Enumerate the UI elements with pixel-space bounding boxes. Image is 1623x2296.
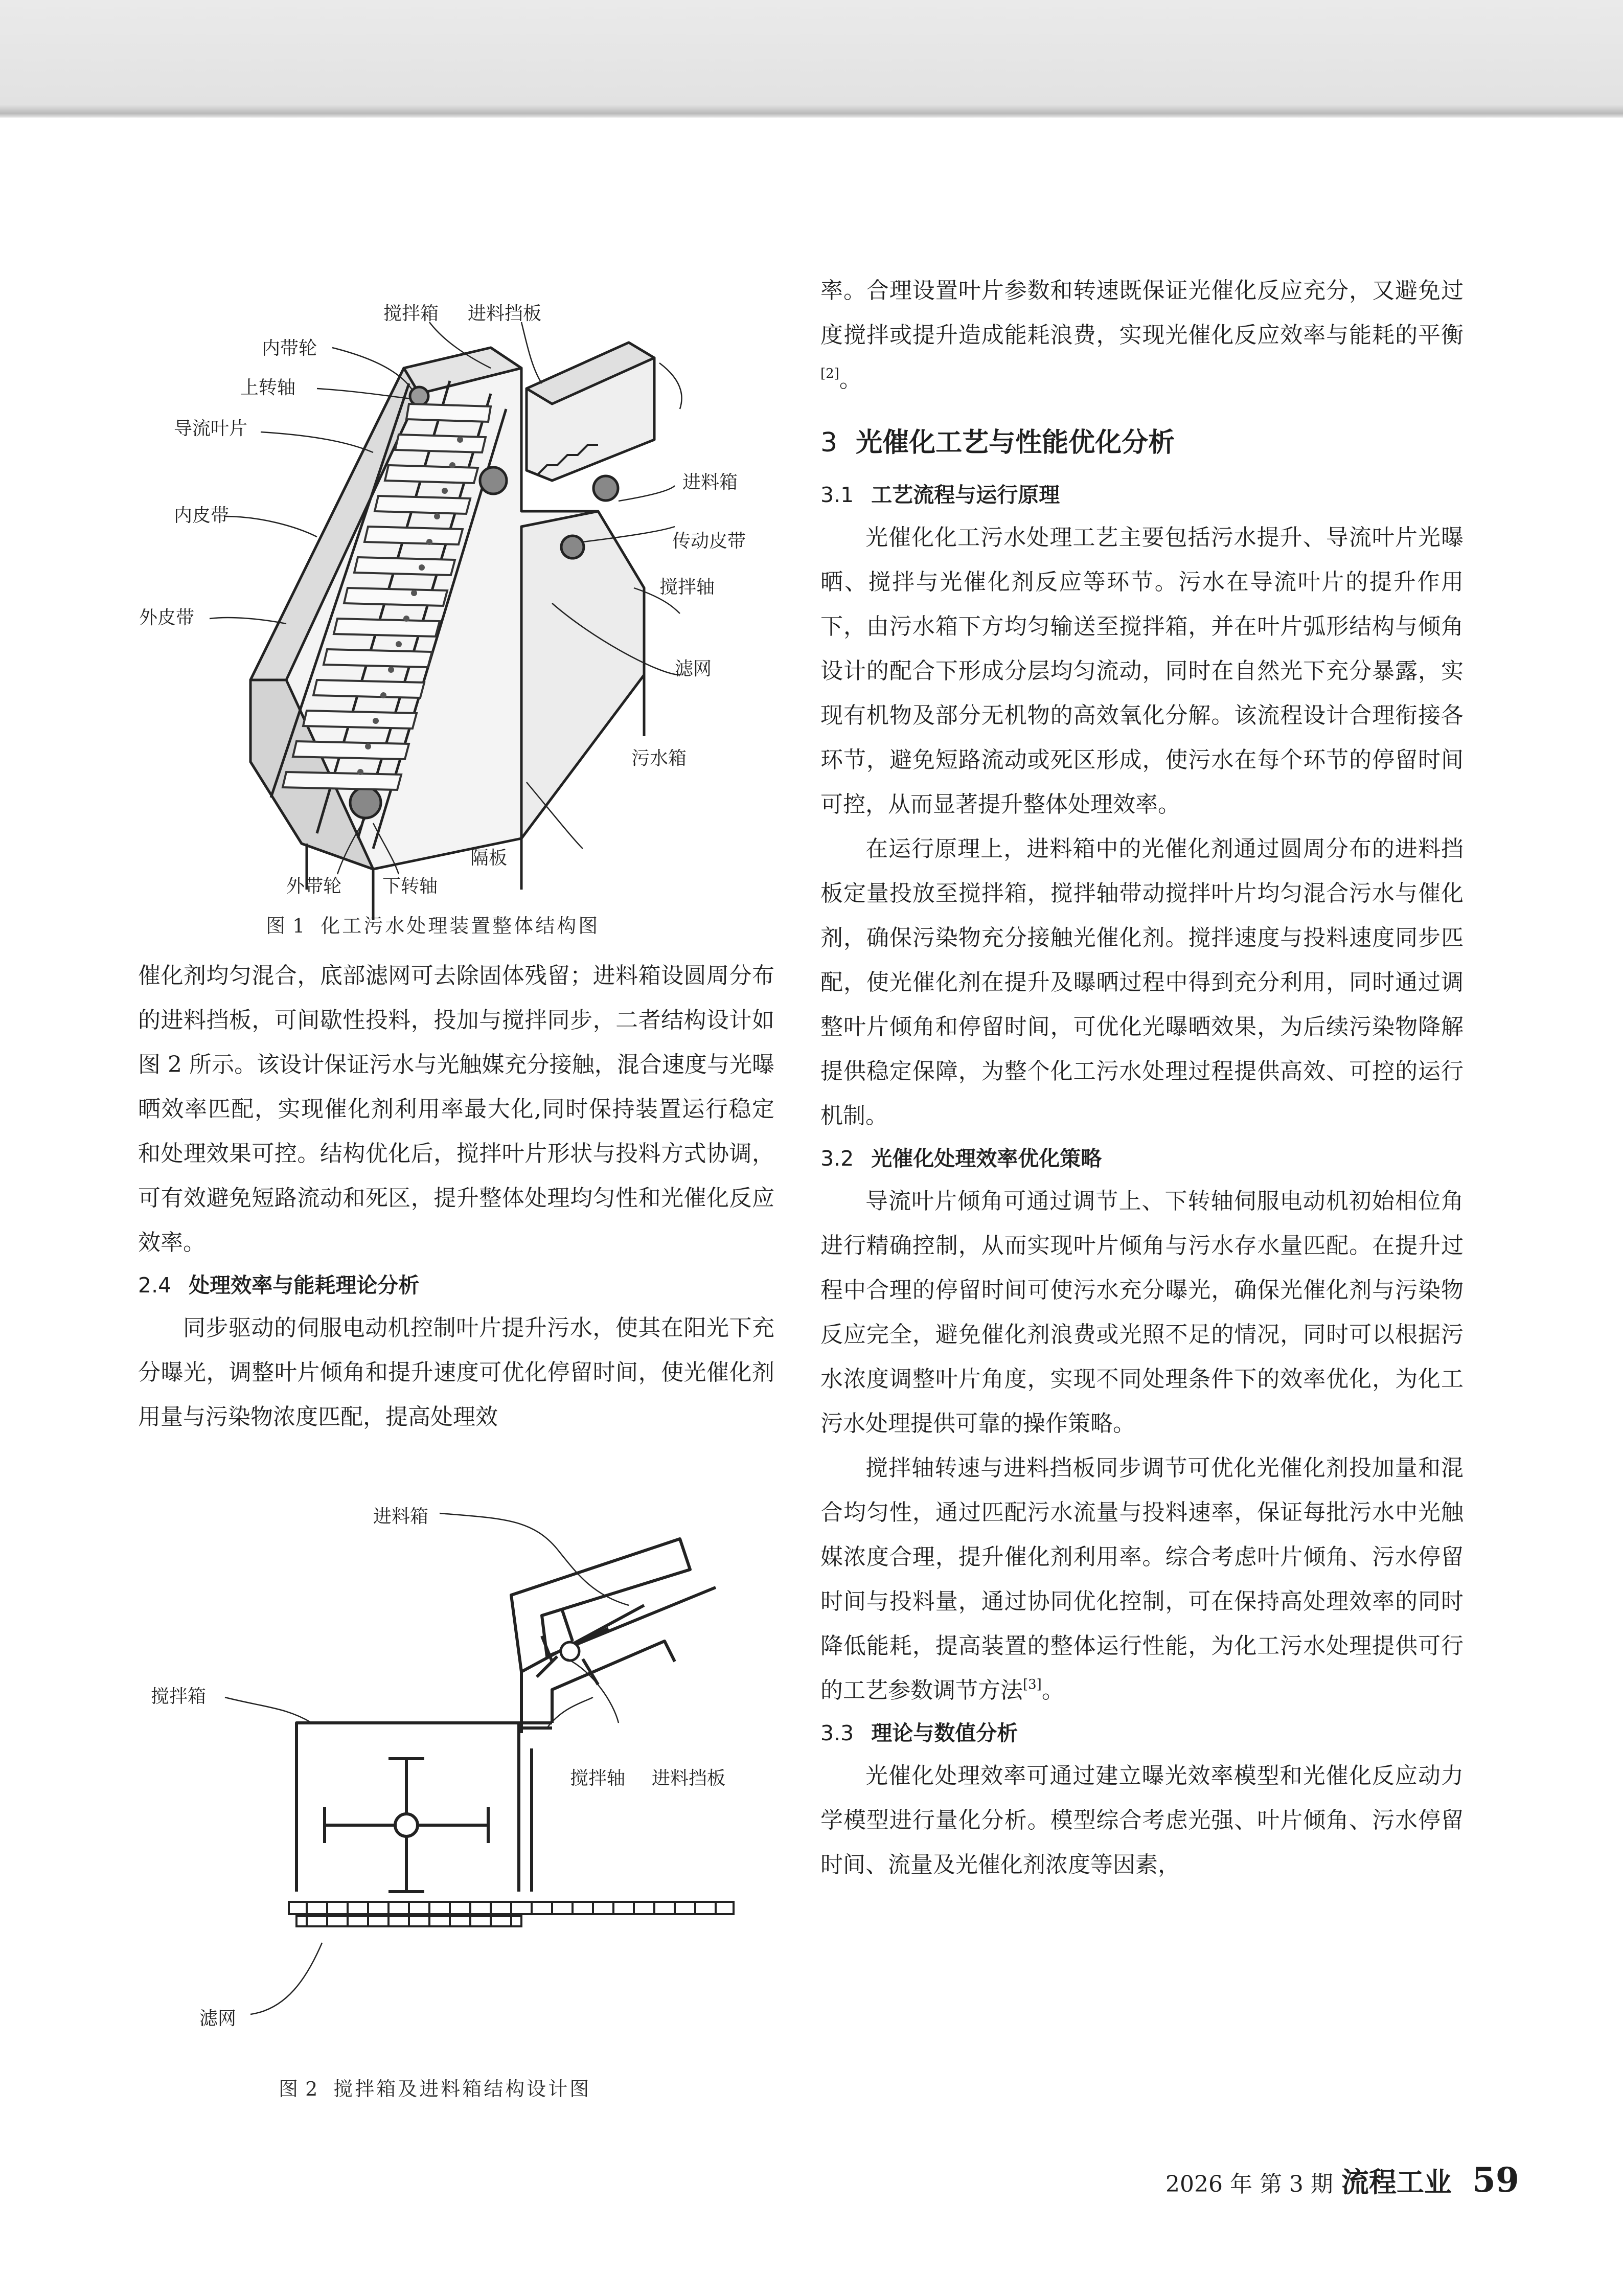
section-3-3-heading <box>820 1713 1464 1754</box>
fig1-label-sewage-box: 污水箱 <box>631 748 687 769</box>
section-3-heading <box>820 422 1464 463</box>
footer-page-number: 59 <box>1472 2160 1519 2200</box>
left-column <box>138 953 774 1439</box>
section-2-4-number: 2.4 <box>138 1273 172 1298</box>
fig2-label-stir-box: 搅拌箱 <box>151 1686 207 1707</box>
fig2-label-stir-shaft: 搅拌轴 <box>570 1768 626 1789</box>
section-3-1-number: 3.1 <box>820 483 854 507</box>
right-paragraph-4 <box>820 1446 1464 1713</box>
section-3-2-number: 3.2 <box>820 1146 854 1171</box>
fig2-stir-hub <box>395 1814 418 1836</box>
section-2-4-title: 处理效率与能耗理论分析 <box>189 1273 420 1298</box>
right-paragraph-2: 在运行原理上，进料箱中的光催化剂通过圆周分布的进料挡板定量投放至搅拌箱，搅拌轴带动搅拌叶片均匀混合污水与催化剂，确保污染物充分接触光催化剂。搅拌速度与投料速度同步匹配，使光催化剂在提升及曝晒过程中得到充分利用，同时通过调整叶片倾角和停留时间，可优化光曝晒效果，为后续污染物降解提供稳定保障，为整个化工污水处理过程提供高效、可控的运行机制。 <box>820 836 1464 1129</box>
figure-2-caption-text: 搅拌箱及进料箱结构设计图 <box>333 2078 591 2100</box>
fig1-label-outer-pulley: 外带轮 <box>286 876 342 897</box>
fig1-label-filter: 滤网 <box>675 658 712 679</box>
left-paragraph-1: 催化剂均匀混合，底部滤网可去除固体残留；进料箱设圆周分布的进料挡板，可间歇性投料，投加与搅拌同步，二者结构设计如图 2 所示。该设计保证污水与光触媒充分接触，混合速度与光曝晒效率匹配，实现催化剂利用率最大化,同时保持装置运行稳定和处理效果可控。结构优化后，搅拌叶片形状与投料方式协调，可有效避免短路流动和死区，提升整体处理均匀性和光催化反应效率。 <box>138 963 774 1256</box>
right-paragraph-5: 光催化处理效率可通过建立曝光效率模型和光催化反应动力学模型进行量化分析。模型综合考虑光强、叶片倾角、污水停留时间、流量及光催化剂浓度等因素， <box>820 1763 1464 1878</box>
section-3-2-heading <box>820 1138 1464 1179</box>
fig1-label-drive-belt: 传动皮带 <box>672 531 746 552</box>
section-3-3-title: 理论与数值分析 <box>871 1721 1018 1745</box>
fig2-label-filter: 滤网 <box>199 2008 237 2029</box>
figure-1-caption-number: 图 1 <box>266 915 306 937</box>
section-3-3-number: 3.3 <box>820 1721 854 1745</box>
figure-2-caption-number: 图 2 <box>279 2078 318 2100</box>
section-3-title: 光催化工艺与性能优化分析 <box>856 427 1175 458</box>
figure-1-caption-text: 化工污水处理装置整体结构图 <box>321 915 600 937</box>
page-header-band <box>0 0 1623 118</box>
fig1-label-stir-shaft: 搅拌轴 <box>659 577 715 598</box>
fig1-label-inner-belt: 内皮带 <box>174 505 230 526</box>
footer-journal-name: 流程工业 <box>1341 2166 1452 2198</box>
right-paragraph-1: 光催化化工污水处理工艺主要包括污水提升、导流叶片光曝晒、搅拌与光催化剂反应等环节。污水在导流叶片的提升作用下，由污水箱下方均匀输送至搅拌箱，并在叶片弧形结构与倾角设计的配合下形成分层均匀流动，同时在自然光下充分暴露，实现有机物及部分无机物的高效氧化分解。该流程设计合理衔接各环节，避免短路流动或死区形成，使污水在每个环节的停留时间可控，从而显著提升整体处理效率。 <box>820 525 1464 817</box>
page-footer <box>1165 2160 1519 2200</box>
right-paragraph-4-text: 搅拌轴转速与进料挡板同步调节可优化光催化剂投加量和混合均匀性，通过匹配污水流量与投料速率，保证每批污水中光触媒浓度合理，提升催化剂利用率。综合考虑叶片倾角、污水停留时间与投料量，通过协同优化控制，可在保持高处理效率的同时降低能耗，提高装置的整体运行性能，为化工污水处理提供可行的工艺参数调节方法 <box>820 1455 1464 1703</box>
right-paragraph-0 <box>820 268 1464 402</box>
left-paragraph-2: 同步驱动的伺服电动机控制叶片提升污水，使其在阳光下充分曝光，调整叶片倾角和提升速度可优化停留时间，使光催化剂用量与污染物浓度匹配，提高处理效 <box>138 1315 774 1430</box>
fig1-label-inner-pulley: 内带轮 <box>262 338 317 359</box>
section-3-1-heading <box>820 474 1464 515</box>
fig1-label-outer-belt: 外皮带 <box>139 607 195 628</box>
section-2-4-heading <box>138 1265 774 1306</box>
section-3-1-title: 工艺流程与运行原理 <box>871 483 1060 507</box>
citation-3: [3] <box>1023 1677 1042 1692</box>
figure-2 <box>143 1488 777 2045</box>
figure-1 <box>133 286 787 936</box>
section-3-number: 3 <box>820 427 838 458</box>
fig2-label-feed-box: 进料箱 <box>373 1506 429 1527</box>
fig1-label-feed-baffle: 进料挡板 <box>468 303 542 324</box>
fig2-label-feed-baffle: 进料挡板 <box>652 1768 726 1789</box>
figure-2-drawing <box>143 1488 777 2045</box>
fig1-label-lower-shaft: 下转轴 <box>382 876 438 897</box>
right-paragraph-0-end: 。 <box>839 367 862 393</box>
right-column <box>820 268 1464 1887</box>
fig1-label-guide-blade: 导流叶片 <box>174 418 248 439</box>
figure-1-caption <box>266 910 600 938</box>
right-paragraph-0-text: 率。合理设置叶片参数和转速既保证光催化反应充分，又避免过度搅拌或提升造成能耗浪费，实现光催化反应效率与能耗的平衡 <box>820 278 1464 348</box>
right-paragraph-3: 导流叶片倾角可通过调节上、下转轴伺服电动机初始相位角进行精确控制，从而实现叶片倾角与污水存水量匹配。在提升过程中合理的停留时间可使污水充分曝光，确保光催化剂与污染物反应完全，避免催化剂浪费或光照不足的情况，同时可以根据污水浓度调整叶片角度，实现不同处理条件下的效率优化，为化工污水处理提供可靠的操作策略。 <box>820 1188 1464 1437</box>
figure-1-drawing <box>133 286 787 936</box>
citation-2: [2] <box>820 366 839 381</box>
figure-2-caption <box>279 2073 591 2101</box>
fig1-label-stir-box: 搅拌箱 <box>383 303 439 324</box>
right-paragraph-4-end: 。 <box>1041 1677 1064 1703</box>
fig1-label-upper-shaft: 上转轴 <box>240 377 296 398</box>
fig1-label-partition: 隔板 <box>470 848 508 869</box>
fig1-label-feed-box: 进料箱 <box>682 472 738 493</box>
footer-issue: 2026 年 第 3 期 <box>1165 2171 1333 2197</box>
section-3-2-title: 光催化处理效率优化策略 <box>871 1146 1102 1171</box>
